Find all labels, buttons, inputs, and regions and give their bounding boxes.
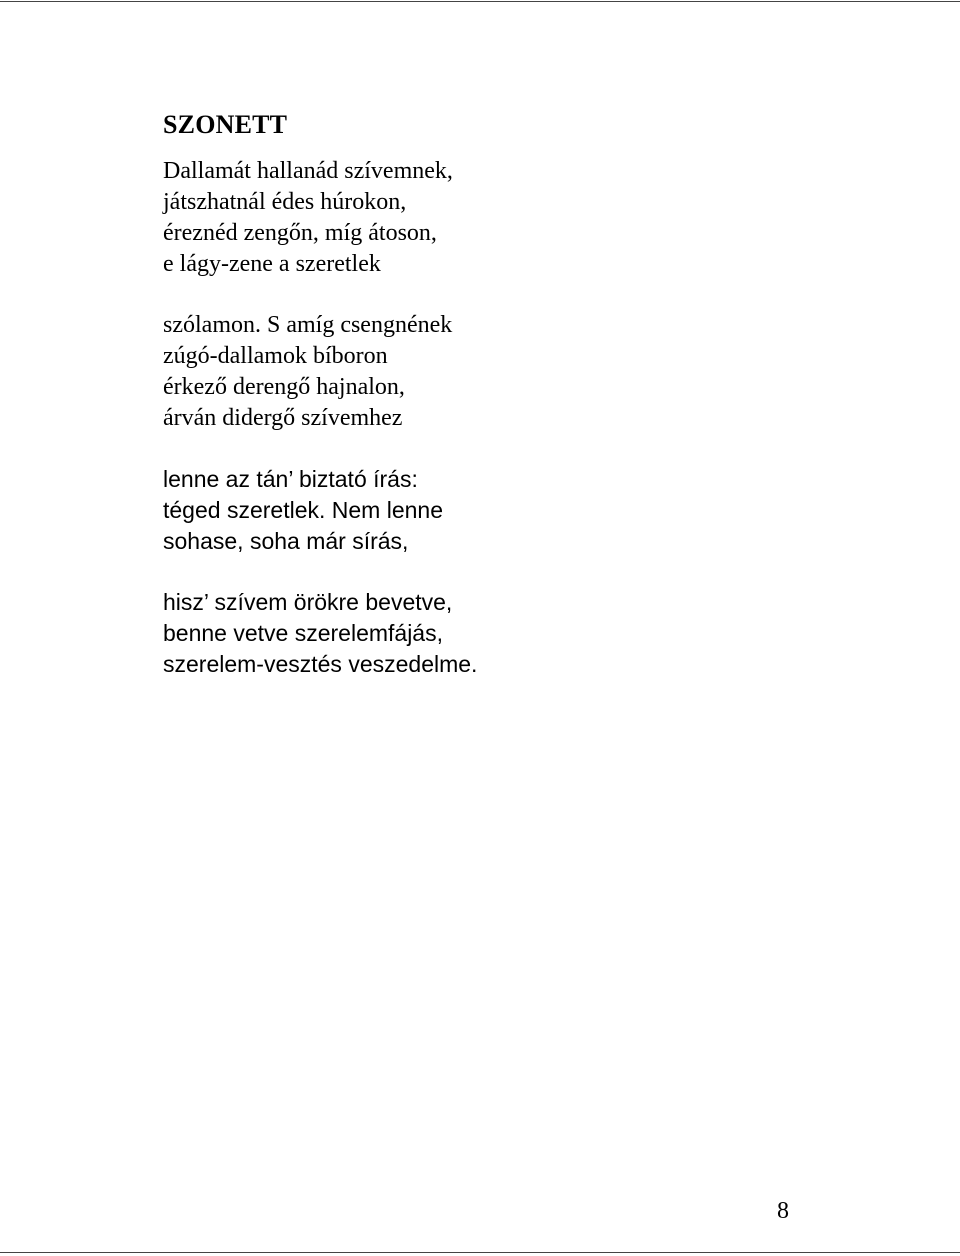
page-number: 8	[777, 1198, 789, 1224]
poem-line: érkező derengő hajnalon,	[163, 374, 405, 400]
stanza-2	[163, 310, 477, 434]
poem-line: e lágy-zene a szeretlek	[163, 251, 381, 277]
poem-line: szólamon. S amíg csengnének	[163, 312, 453, 338]
poem-line: zúgó-dallamok bíboron	[163, 343, 388, 369]
top-rule	[0, 1, 960, 2]
poem-line: éreznéd zengőn, míg átoson,	[163, 220, 437, 246]
poem-line: játszhatnál édes húrokon,	[163, 189, 407, 215]
poem-line: sohase, soha már sírás,	[163, 528, 409, 554]
poem-line: hisz’ szívem örökre bevetve,	[163, 589, 453, 615]
poem-line: lenne az tán’ biztató írás:	[163, 466, 418, 492]
bottom-rule	[0, 1252, 960, 1253]
stanza-4	[163, 587, 477, 680]
poem-line: szerelem-vesztés veszedelme.	[163, 651, 478, 677]
poem-title: SZONETT	[163, 110, 288, 139]
poem-line: árván didergő szívemhez	[163, 405, 403, 431]
poem-line: Dallamát hallanád szívemnek,	[163, 158, 453, 184]
poem-line: benne vetve szerelemfájás,	[163, 620, 443, 646]
poem	[163, 108, 477, 710]
poem-line: téged szeretlek. Nem lenne	[163, 497, 443, 523]
stanza-1	[163, 156, 477, 280]
stanza-3	[163, 464, 477, 557]
